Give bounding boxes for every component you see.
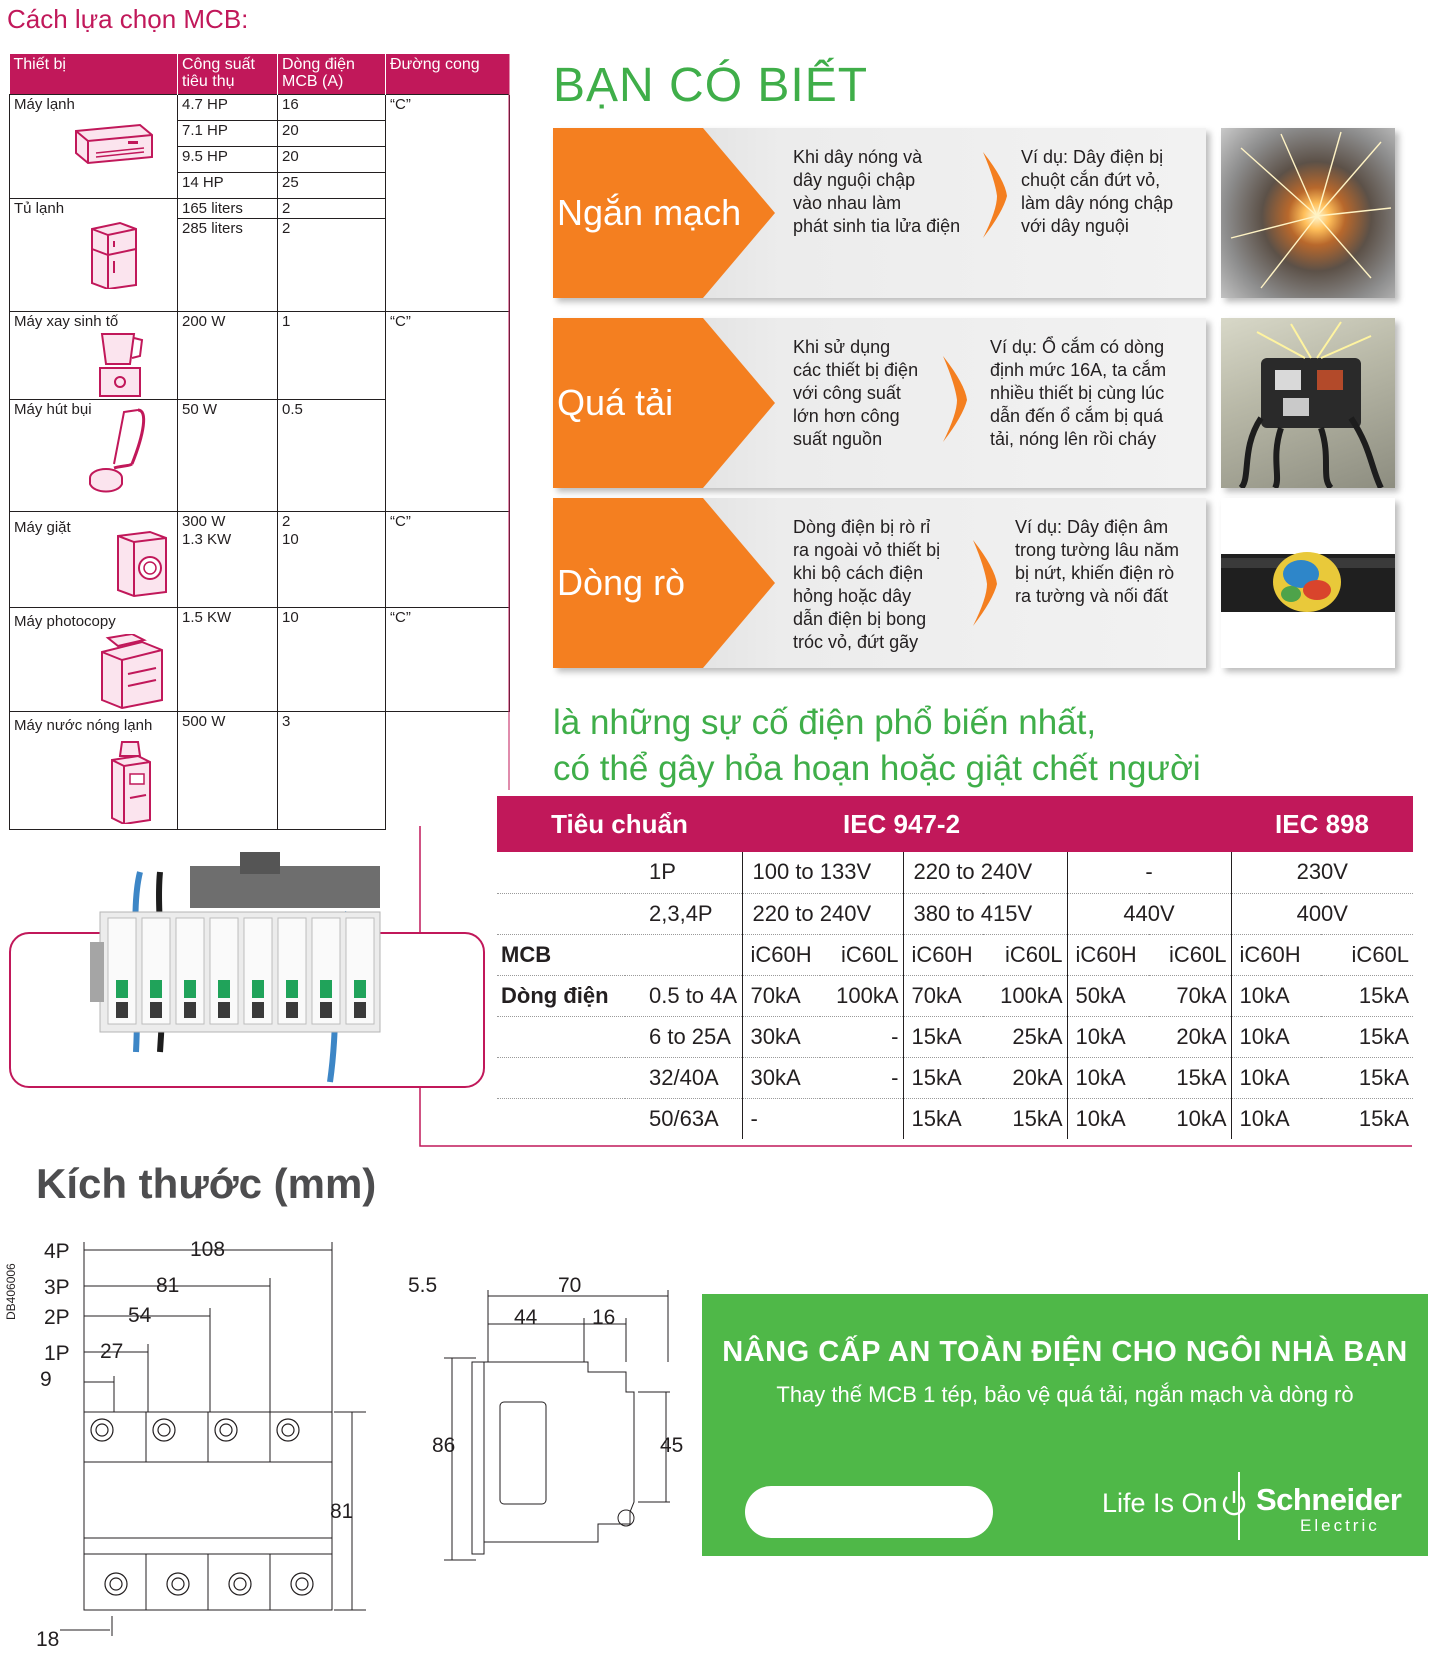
curve-cell: “C” (386, 94, 510, 312)
side-top-label: 5.5 (408, 1274, 438, 1297)
standards-cell: 15kA (1358, 1105, 1410, 1131)
standards-cell: 220 to 240V (742, 893, 903, 934)
standards-cell: 15kA (903, 1057, 983, 1098)
standards-cell (497, 1057, 625, 1098)
header-device: Thiết bị (10, 54, 178, 94)
standards-cell: iC60L (820, 934, 903, 975)
issue-example: Ví dụ: Dây điện bị chuột cắn đứt vỏ, làm dây nóng chập với dây nguội (1021, 147, 1174, 236)
table-row: Máy nước nóng lạnh 500 W 3 (10, 712, 510, 830)
pole-label-1p: 1P (44, 1342, 70, 1365)
table-row: Tủ lạnh 165 liters 2 (10, 198, 510, 218)
standards-cell: 50kA (1067, 975, 1149, 1016)
table-row: 285 liters 2 (10, 218, 510, 312)
table-row: Máy lạnh 4.7 HP 16 “C” (10, 94, 510, 120)
header-iec-947-2: IEC 947-2 (742, 796, 1231, 852)
standards-cell: 220 to 240V (903, 852, 1067, 893)
standards-cell (820, 1098, 903, 1139)
height-label: 81 (330, 1500, 354, 1523)
standards-cell: 10kA (1231, 1016, 1321, 1057)
device-name: Tủ lạnh (14, 199, 65, 217)
standards-cell: 100kA (820, 975, 903, 1016)
header-iec-898: IEC 898 (1231, 796, 1413, 852)
header-current: Dòng điện MCB (A) (278, 54, 386, 94)
table-row: Máy hút bụi 50 W 0.5 (10, 400, 510, 512)
brand-logo-sub: Electric (1300, 1516, 1380, 1535)
standards-cell: 440V (1067, 893, 1231, 934)
standards-cell: 10kA (1149, 1098, 1231, 1139)
standards-table (497, 796, 1413, 1139)
promo-subtitle: Thay thế MCB 1 tép, bảo vệ quá tải, ngắn mạch và dòng rò (776, 1382, 1354, 1407)
width-2p: 54 (128, 1304, 152, 1327)
offset-label: 9 (40, 1368, 52, 1391)
pole-label-2p: 2P (44, 1306, 70, 1329)
header-power: Công suất tiêu thụ (178, 54, 278, 94)
standards-cell: 230V (1231, 852, 1413, 893)
promo-banner (702, 1294, 1428, 1556)
standards-cell: - (750, 1105, 758, 1131)
pole-label-3p: 3P (44, 1276, 70, 1299)
table-row: 14 HP 25 (10, 172, 510, 198)
standards-cell: 10kA (1231, 975, 1321, 1016)
standards-cell: 100 to 133V (742, 852, 903, 893)
standards-cell: 2,3,4P (625, 893, 742, 934)
standards-cell: 400V (1231, 893, 1413, 934)
issue-description: Dòng điện bị rò rỉ ra ngoài vỏ thiết bị khi bộ cách điện hỏng hoặc dây dẫn điện bị bong tróc vỏ, đứt gãy (793, 517, 941, 652)
brand-divider (1238, 1472, 1240, 1540)
table-row (497, 1098, 1413, 1139)
standards-cell: iC60H (1067, 934, 1149, 975)
standards-cell: 10kA (1067, 1016, 1149, 1057)
side-height-label: 86 (432, 1434, 456, 1457)
standards-cell: 15kA (1321, 1016, 1413, 1057)
mcb-selection-title: Cách lựa chọn MCB: (7, 4, 249, 34)
bottom-label: 18 (36, 1628, 60, 1651)
promo-cta-button[interactable] (745, 1486, 993, 1538)
standards-cell: iC60H (903, 934, 983, 975)
standards-cell: 6 to 25A (625, 1016, 742, 1057)
brand-logo: Schneider (1256, 1482, 1402, 1517)
standards-cell: 70kA (903, 975, 983, 1016)
standards-cell: iC60L (983, 934, 1067, 975)
curve-cell: “C” (386, 608, 510, 712)
standards-cell: 10kA (1067, 1057, 1149, 1098)
header-curve: Đường cong (386, 54, 510, 94)
standards-cell: iC60L (1321, 934, 1413, 975)
standards-cell: 380 to 415V (903, 893, 1067, 934)
table-row (497, 975, 1413, 1016)
standards-cell: iC60H (742, 934, 820, 975)
standards-cell: 25kA (983, 1016, 1067, 1057)
width-3p: 81 (156, 1274, 180, 1297)
side-front-height-label: 45 (660, 1434, 684, 1457)
standards-cell: 32/40A (625, 1057, 742, 1098)
standards-cell: 15kA (983, 1098, 1067, 1139)
side-depth-label: 70 (558, 1274, 582, 1297)
standards-cell: 15kA (1321, 1057, 1413, 1098)
standards-cell: 15kA (1321, 975, 1413, 1016)
standards-cell (497, 1098, 625, 1139)
device-name: Máy xay sinh tố (14, 313, 119, 330)
side-d2-label: 16 (592, 1306, 616, 1329)
did-you-know-summary: là những sự cố điện phổ biến nhất, có thể gây hỏa hoạn hoặc giật chết người (553, 703, 1201, 788)
standards-cell: - (1067, 852, 1231, 893)
standards-cell (497, 893, 625, 934)
side-d1-label: 44 (514, 1306, 538, 1329)
issue-example: Ví dụ: Ổ cắm có dòng định mức 16A, ta cắm nhiều thiết bị cùng lúc dẫn đến ổ cắm bị quá tải, nóng lên rồi cháy (990, 337, 1167, 449)
device-name: Máy lạnh (14, 95, 75, 113)
standards-cell: 20kA (983, 1057, 1067, 1098)
standards-cell (497, 1016, 625, 1057)
standards-cell: MCB (497, 934, 625, 975)
issue-description: Khi dây nóng và dây nguội chập vào nhau làm phát sinh tia lửa điện (793, 147, 961, 236)
standards-cell: 0.5 to 4A (625, 975, 742, 1016)
header-standard: Tiêu chuẩn (497, 796, 742, 852)
standards-cell: 10kA (1075, 1105, 1126, 1131)
standards-cell: 1P (625, 852, 742, 893)
device-name: Máy nước nóng lạnh (14, 717, 153, 734)
standards-cell: 15kA (903, 1016, 983, 1057)
standards-cell: 70kA (1149, 975, 1231, 1016)
life-is-on-tagline: Life Is On (1102, 1488, 1248, 1519)
did-you-know-title: BẠN CÓ BIẾT (553, 59, 869, 112)
table-row: 7.1 HP 20 (10, 120, 510, 146)
table-row: Máy giặt 300 W 1.3 KW 2 10 “C” (10, 512, 510, 608)
standards-cell: 15kA (911, 1105, 962, 1131)
device-name: Máy giặt (14, 519, 71, 536)
standards-cell: Dòng điện (497, 975, 625, 1016)
standards-cell: 10kA (1231, 1057, 1321, 1098)
pole-label-4p: 4P (44, 1240, 70, 1263)
dimensions-title: Kích thước (mm) (36, 1160, 377, 1207)
standards-cell: 70kA (742, 975, 820, 1016)
standards-cell: 15kA (1149, 1057, 1231, 1098)
issue-name: Dòng rò (557, 562, 686, 603)
issue-example: Ví dụ: Dây điện âm trong tường lâu năm bị nứt, khiến điện rò ra tường và nối đất (1015, 517, 1179, 606)
table-row: Máy xay sinh tố 200 W 1 “C” (10, 312, 510, 400)
promo-title: NÂNG CẤP AN TOÀN ĐIỆN CHO NGÔI NHÀ BẠN (722, 1336, 1408, 1368)
side-view-drawing (408, 1262, 692, 1578)
front-view-drawing (30, 1226, 380, 1662)
width-1p: 27 (100, 1340, 124, 1363)
table-row: 9.5 HP 20 (10, 146, 510, 172)
table-row: Máy photocopy 1.5 KW 10 “C” (10, 608, 510, 712)
curve-cell: “C” (386, 312, 510, 512)
standards-cell (497, 852, 625, 893)
issue-name: Ngắn mạch (557, 192, 742, 233)
device-name: Máy photocopy (14, 613, 116, 630)
device-name: Máy hút bụi (14, 401, 92, 418)
standards-cell: iC60H (1231, 934, 1321, 975)
curve-cell: “C” (386, 512, 510, 608)
power-icon (1220, 1489, 1248, 1519)
issue-description: Khi sử dụng các thiết bị điện với công suất lớn hơn công suất nguồn (793, 337, 919, 449)
standards-cell: - (820, 1057, 903, 1098)
standards-cell: - (820, 1016, 903, 1057)
mcb-product-picture (90, 852, 410, 1084)
issue-name: Quá tải (557, 382, 674, 423)
standards-cell: 100kA (983, 975, 1067, 1016)
table-row (497, 934, 1413, 975)
standards-cell: 20kA (1149, 1016, 1231, 1057)
table-row (497, 893, 1413, 934)
standards-cell: 30kA (742, 1057, 820, 1098)
standards-cell (625, 934, 742, 975)
width-4p: 108 (190, 1238, 226, 1261)
drawing-code: DB406006 (4, 1263, 18, 1320)
standards-cell: 30kA (742, 1016, 820, 1057)
standards-cell: 50/63A (625, 1098, 742, 1139)
table-row (497, 852, 1413, 893)
standards-cell: 10kA (1239, 1105, 1290, 1131)
table-row (497, 1016, 1413, 1057)
standards-cell: iC60L (1149, 934, 1231, 975)
table-row (497, 1057, 1413, 1098)
